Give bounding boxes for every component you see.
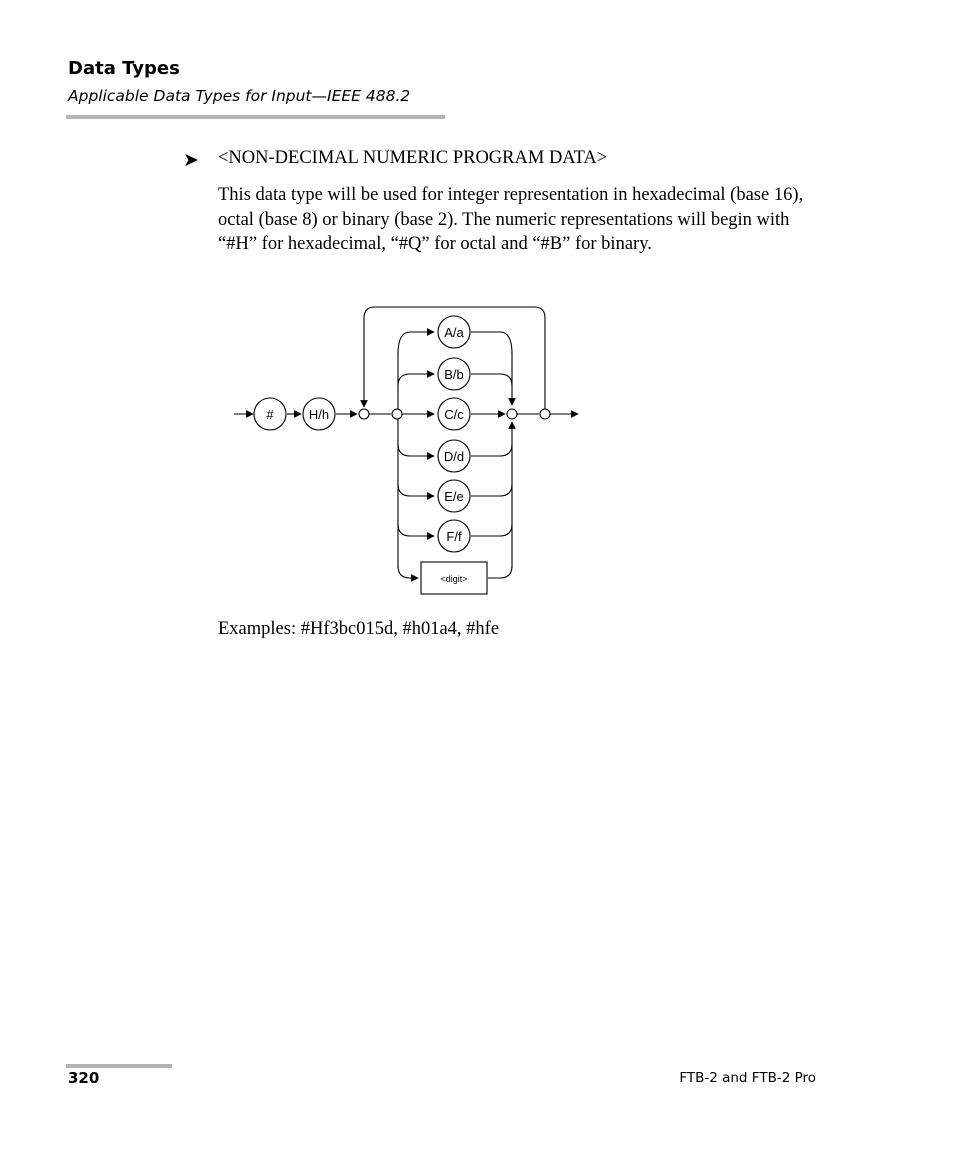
token-b-label: B/b [444, 367, 464, 382]
page-number: 320 [68, 1069, 100, 1087]
token-e-label: E/e [444, 489, 464, 504]
token-d-label: D/d [443, 449, 465, 464]
junction-node [507, 409, 517, 419]
token-h-label: H/h [308, 407, 330, 422]
token-f-label: F/f [446, 529, 462, 544]
digit-label: <digit> [440, 574, 468, 584]
token-a-label: A/a [444, 325, 464, 340]
section-title: Data Types [68, 58, 180, 79]
token-c-label: C/c [444, 407, 464, 422]
item-heading: <NON-DECIMAL NUMERIC PROGRAM DATA> [218, 148, 608, 168]
examples-text: Examples: #Hf3bc015d, #h01a4, #hfe [218, 619, 500, 639]
token-hash-label: # [266, 407, 274, 422]
syntax-diagram [228, 300, 808, 610]
description-paragraph: This data type will be used for integer representation in hexadecimal (base 16), octal (base 8) or binary (base 2). The numeric representations will begin with “#H” for hexadecimal, “#Q” for octal and “#B” for binary. [218, 185, 804, 255]
junction-node [359, 409, 369, 419]
arrowhead-bullet-icon: ➤ [183, 149, 199, 171]
footer-rule [66, 1064, 172, 1068]
footer-product-name: FTB-2 and FTB-2 Pro [679, 1070, 816, 1086]
section-subtitle: Applicable Data Types for Input—IEEE 488.2 [68, 87, 411, 105]
junction-node [392, 409, 402, 419]
header-rule [66, 115, 445, 119]
junction-node [540, 409, 550, 419]
